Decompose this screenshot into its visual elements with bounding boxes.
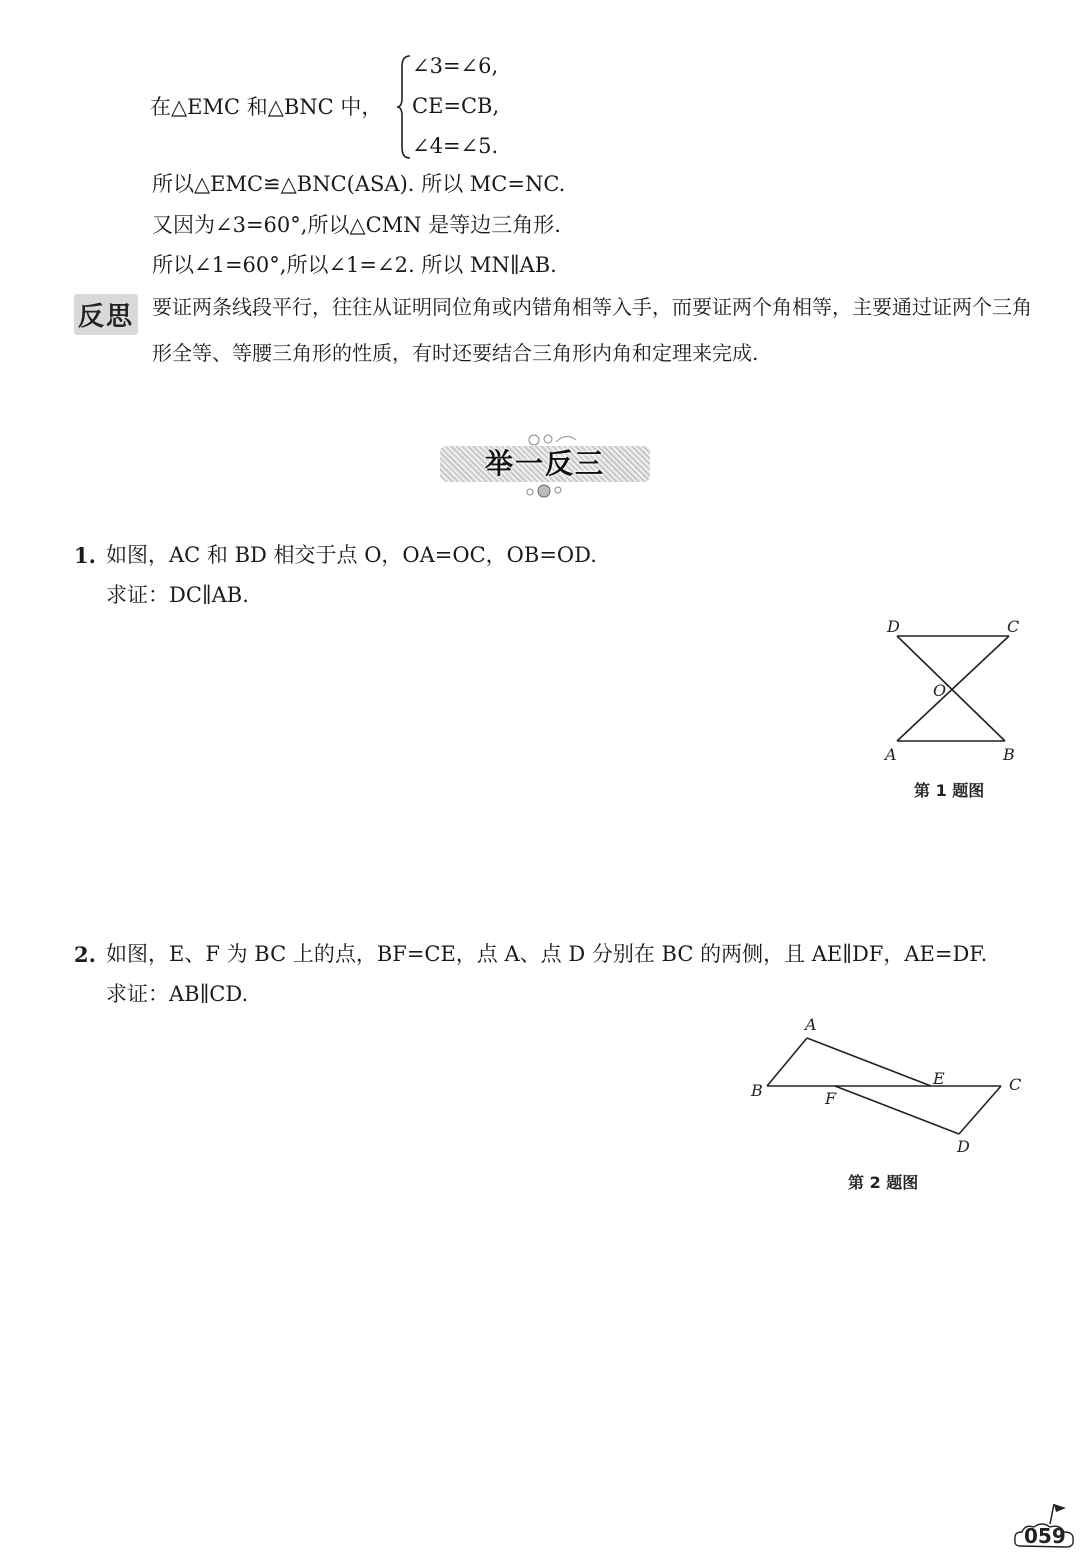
figure-2-label-b: B — [751, 1081, 763, 1100]
figure-1 — [875, 612, 1035, 772]
flower-ornament-icon — [514, 482, 574, 500]
reflection-tag: 反思 — [74, 294, 138, 335]
question-1-text: 如图，AC 和 BD 相交于点 O，OA=OC，OB=OD. — [106, 543, 597, 567]
figure-2-label-c: C — [1009, 1075, 1022, 1094]
figure-1-caption: 第 1 题图 — [914, 781, 985, 800]
banner-title: 举一反三 — [484, 447, 605, 480]
proof-line-3: 所以∠1=60°,所以∠1=∠2. 所以 MN∥AB. — [152, 253, 557, 277]
question-2-text: 如图，E、F 为 BC 上的点，BF=CE，点 A、点 D 分别在 BC 的两侧，且 AE∥DF，AE=DF. — [106, 942, 988, 966]
question-2-number: 2. — [74, 942, 96, 967]
page-number: 059 — [1024, 1524, 1066, 1548]
figure-1-label-d: D — [887, 617, 900, 636]
figure-1-label-o: O — [933, 681, 947, 700]
figure-2-label-f: F — [825, 1089, 837, 1108]
brace-item-2: CE=CB, — [412, 94, 500, 118]
figure-1-label-c: C — [1007, 617, 1020, 636]
reflection-text: 要证两条线段平行，往往从证明同位角或内错角相等入手，而要证两个角相等，主要通过证两个三角形全等、等腰三角形的性质，有时还要结合三角形内角和定理来完成. — [152, 295, 1032, 365]
figure-2-label-a: A — [805, 1015, 817, 1034]
question-2-prove: 求证：AB∥CD. — [106, 982, 249, 1006]
figure-2-label-e: E — [933, 1069, 945, 1088]
question-1-prove: 求证：DC∥AB. — [106, 583, 249, 607]
left-brace — [396, 54, 412, 160]
brace-conditions — [412, 54, 612, 164]
figure-2-label-d: D — [957, 1137, 970, 1156]
figure-2 — [745, 1012, 1035, 1162]
brace-item-1: ∠3=∠6, — [412, 54, 499, 78]
question-1-number: 1. — [74, 543, 96, 568]
brace-item-3: ∠4=∠5. — [412, 134, 499, 158]
proof-line-1: 所以△EMC≌△BNC(ASA). 所以 MC=NC. — [152, 172, 566, 196]
proof-line-2: 又因为∠3=60°,所以△CMN 是等边三角形. — [152, 213, 561, 237]
figure-1-label-a: A — [885, 745, 897, 764]
figure-1-label-b: B — [1003, 745, 1015, 764]
section-banner — [440, 430, 650, 500]
figure-2-caption: 第 2 题图 — [848, 1173, 919, 1192]
proof-brace-prefix: 在△EMC 和△BNC 中， — [150, 95, 383, 119]
